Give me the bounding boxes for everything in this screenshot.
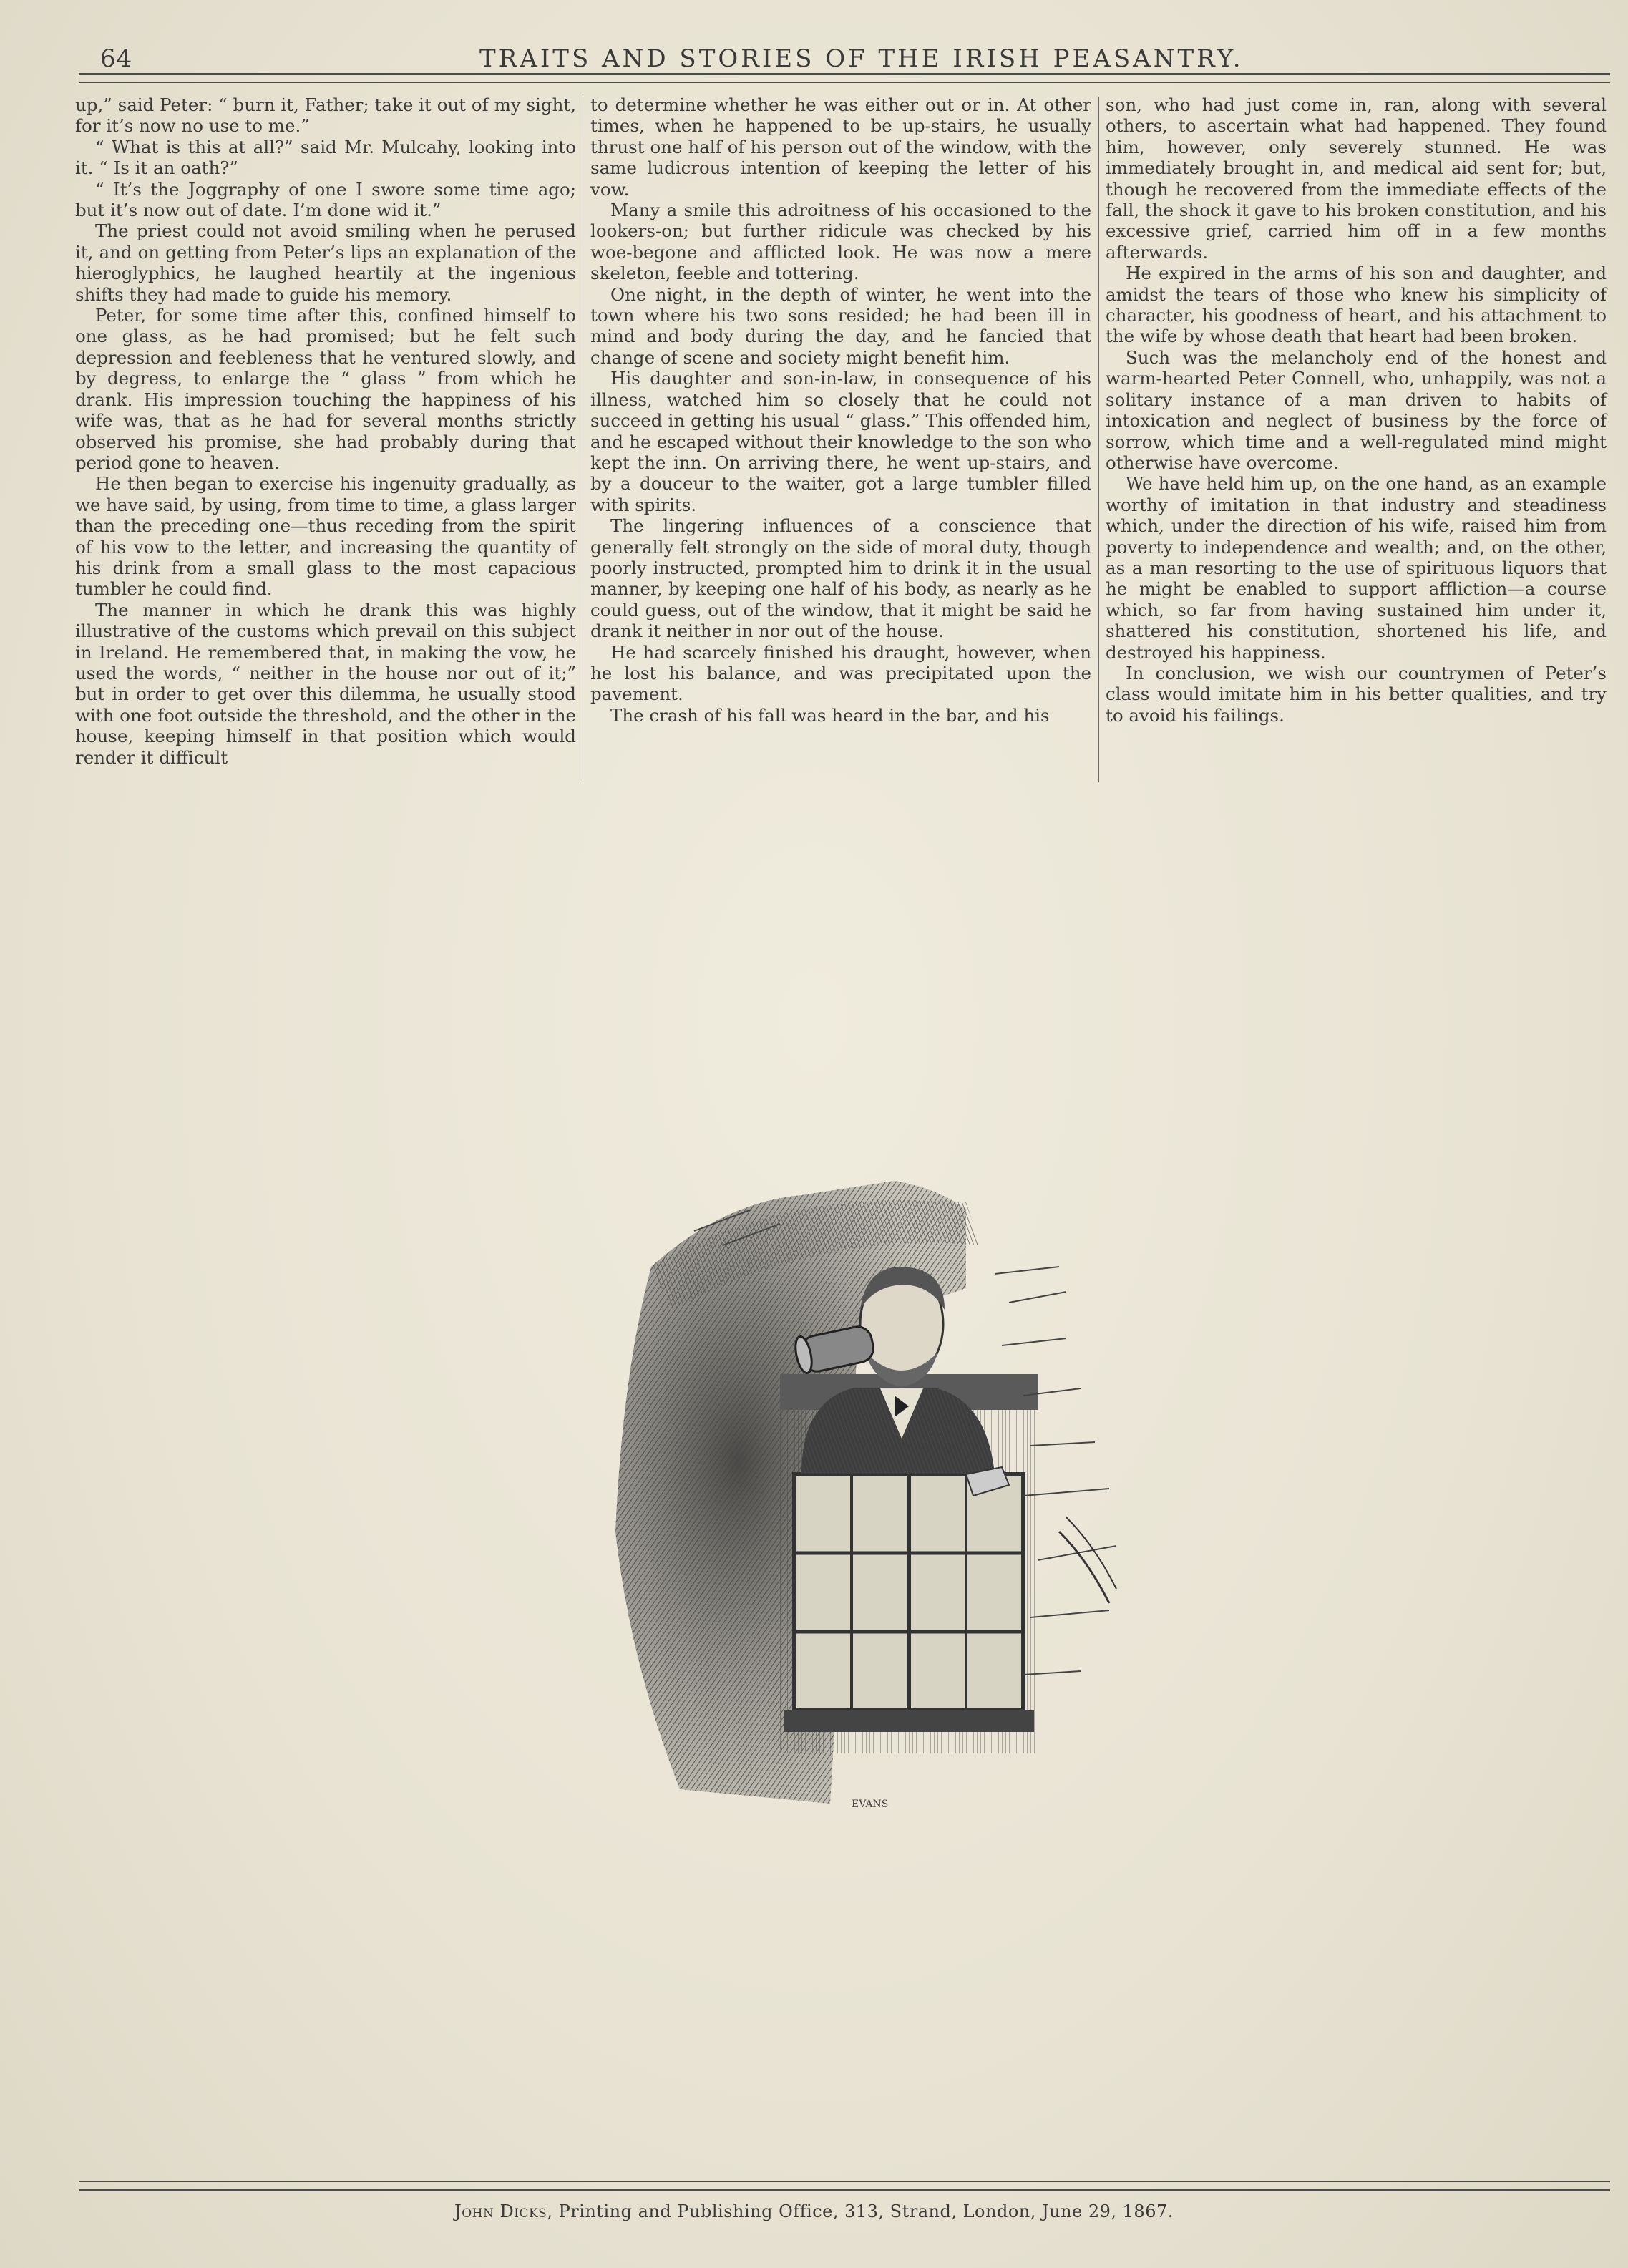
imprint bbox=[0, 2201, 1628, 2221]
engraving-man-at-window bbox=[565, 1159, 1138, 1839]
paragraph: The crash of his fall was heard in the bar, and his bbox=[610, 704, 1050, 726]
imprint-details: , Printing and Publishing Office, 313, Strand, London, June 29, 1867. bbox=[547, 2201, 1174, 2221]
paragraph: to determine whether he was either out or in. At other times, when he happened to be up-stairs, he usually thrust one half of his person out of the window, with the same ludicrous intention of keeping the letter of his vow. bbox=[590, 94, 1091, 200]
paragraph: We have held him up, on the one hand, as an example worthy of imitation in that industry and steadiness which, under the direction of his wife, raised him from poverty to independence and wealth; and, on the other, as a man resorting to the use of spirituous liquors that he might be enabled to support affliction—a course which, so far from having sustained him under it, shattered his constitution, shortened his life, and destroyed his happiness. bbox=[1106, 473, 1607, 663]
drainpipe bbox=[1059, 1517, 1116, 1603]
text-column-3 bbox=[1106, 94, 1607, 726]
paragraph: Peter, for some time after this, confined himself to one glass, as he had promised; but he felt such depression and feebleness that he ventured slowly, and by degress, to enlarge the “ glass ” from which he drank. His impression touching the happiness of his wife was, that as he had for several months strictly observed his promise, she had probably during that period gone to heaven. bbox=[75, 305, 576, 473]
page-number: 64 bbox=[100, 44, 133, 73]
paragraph: The lingering influences of a conscience that generally felt strongly on the side of moral duty, though poorly instructed, prompted him to drink it in the usual manner, by keeping one half of his body, as nearly as he could guess, out of the window, that it might be said he drank it neither in nor out of the house. bbox=[590, 515, 1091, 642]
engraver-signature: EVANS bbox=[852, 1799, 889, 1810]
page-header bbox=[79, 42, 1610, 77]
running-title: TRAITS AND STORIES OF THE IRISH PEASANTRY. bbox=[479, 44, 1244, 73]
text-column-1 bbox=[75, 94, 576, 768]
header-rule bbox=[79, 73, 1610, 83]
paragraph: In conclusion, we wish our countrymen of Peter’s class would imitate him in his better qualities, and try to avoid his failings. bbox=[1106, 662, 1607, 726]
paragraph: He then began to exercise his ingenuity gradually, as we have said, by using, from time to time, a glass larger than the preceding one—thus receding from the spirit of his vow to the letter, and increasing the quantity of his drink from a small glass to the most capacious tumbler he could find. bbox=[75, 473, 576, 600]
footer-rule bbox=[79, 2181, 1610, 2191]
paragraph: “ It’s the Joggraphy of one I swore some time ago; but it’s now out of date. I’m done wid it.” bbox=[75, 178, 576, 221]
paragraph: up,” said Peter: “ burn it, Father; take it out of my sight, for it’s now no use to me.” bbox=[75, 94, 576, 137]
column-divider bbox=[1098, 97, 1099, 782]
text-column-2 bbox=[590, 94, 1091, 726]
paragraph: Such was the melancholy end of the honest and warm-hearted Peter Connell, who, unhappily, was not a solitary instance of a man driven to habits of intoxication and neglect of business by the force of sorrow, which time and a well-regulated mind might otherwise have overcome. bbox=[1106, 346, 1607, 473]
paragraph: His daughter and son-in-law, in consequence of his illness, watched him so closely that he could not succeed in getting his usual “ glass.” This offended him, and he escaped without their knowledge to the son who kept the inn. On arriving there, he went up-stairs, and by a douceur to the waiter, got a large tumbler filled with spirits. bbox=[590, 368, 1091, 515]
paragraph: The manner in which he drank this was highly illustrative of the customs which prevail on this subject in Ireland. He remembered that, in making the vow, he used the words, “ neither in the house nor out of it;” but in order to get over this dilemma, he usually stood with one foot outside the threshold, and the other in the house, keeping himself in that position which would render it difficult bbox=[75, 599, 576, 768]
paragraph: One night, in the depth of winter, he went into the town where his two sons resided; he had been ill in mind and body during the day, and he fancied that change of scene and society might benefit him. bbox=[590, 283, 1091, 368]
paragraph: The priest could not avoid smiling when he perused it, and on getting from Peter’s lips an explanation of the hieroglyphics, he laughed heartily at the ingenious shifts they had made to guide his memory. bbox=[75, 220, 576, 305]
paragraph: He had scarcely finished his draught, however, when he lost his balance, and was precipitated upon the pavement. bbox=[590, 641, 1091, 705]
paragraph: He expired in the arms of his son and daughter, and amidst the tears of those who knew his simplicity of character, his goodness of heart, and his attachment to the wife by whose death that heart had been broken. bbox=[1106, 263, 1607, 347]
paragraph: “ What is this at all?” said Mr. Mulcahy, looking into it. “ Is it an oath?” bbox=[75, 136, 576, 179]
imprint-name: John Dicks bbox=[454, 2201, 547, 2221]
paragraph: Many a smile this adroitness of his occasioned to the lookers-on; but further ridicule was checked by his woe-begone and afflicted look. He was now a mere skeleton, feeble and tottering. bbox=[590, 200, 1091, 284]
paragraph: son, who had just come in, ran, along with several others, to ascertain what had happened. They found him, however, only severely stunned. He was immediately brought in, and medical aid sent for; but, though he recovered from the immediate effects of the fall, the shock it gave to his broken constitution, and his excessive grief, carried him off in a few months afterwards. bbox=[1106, 94, 1607, 263]
